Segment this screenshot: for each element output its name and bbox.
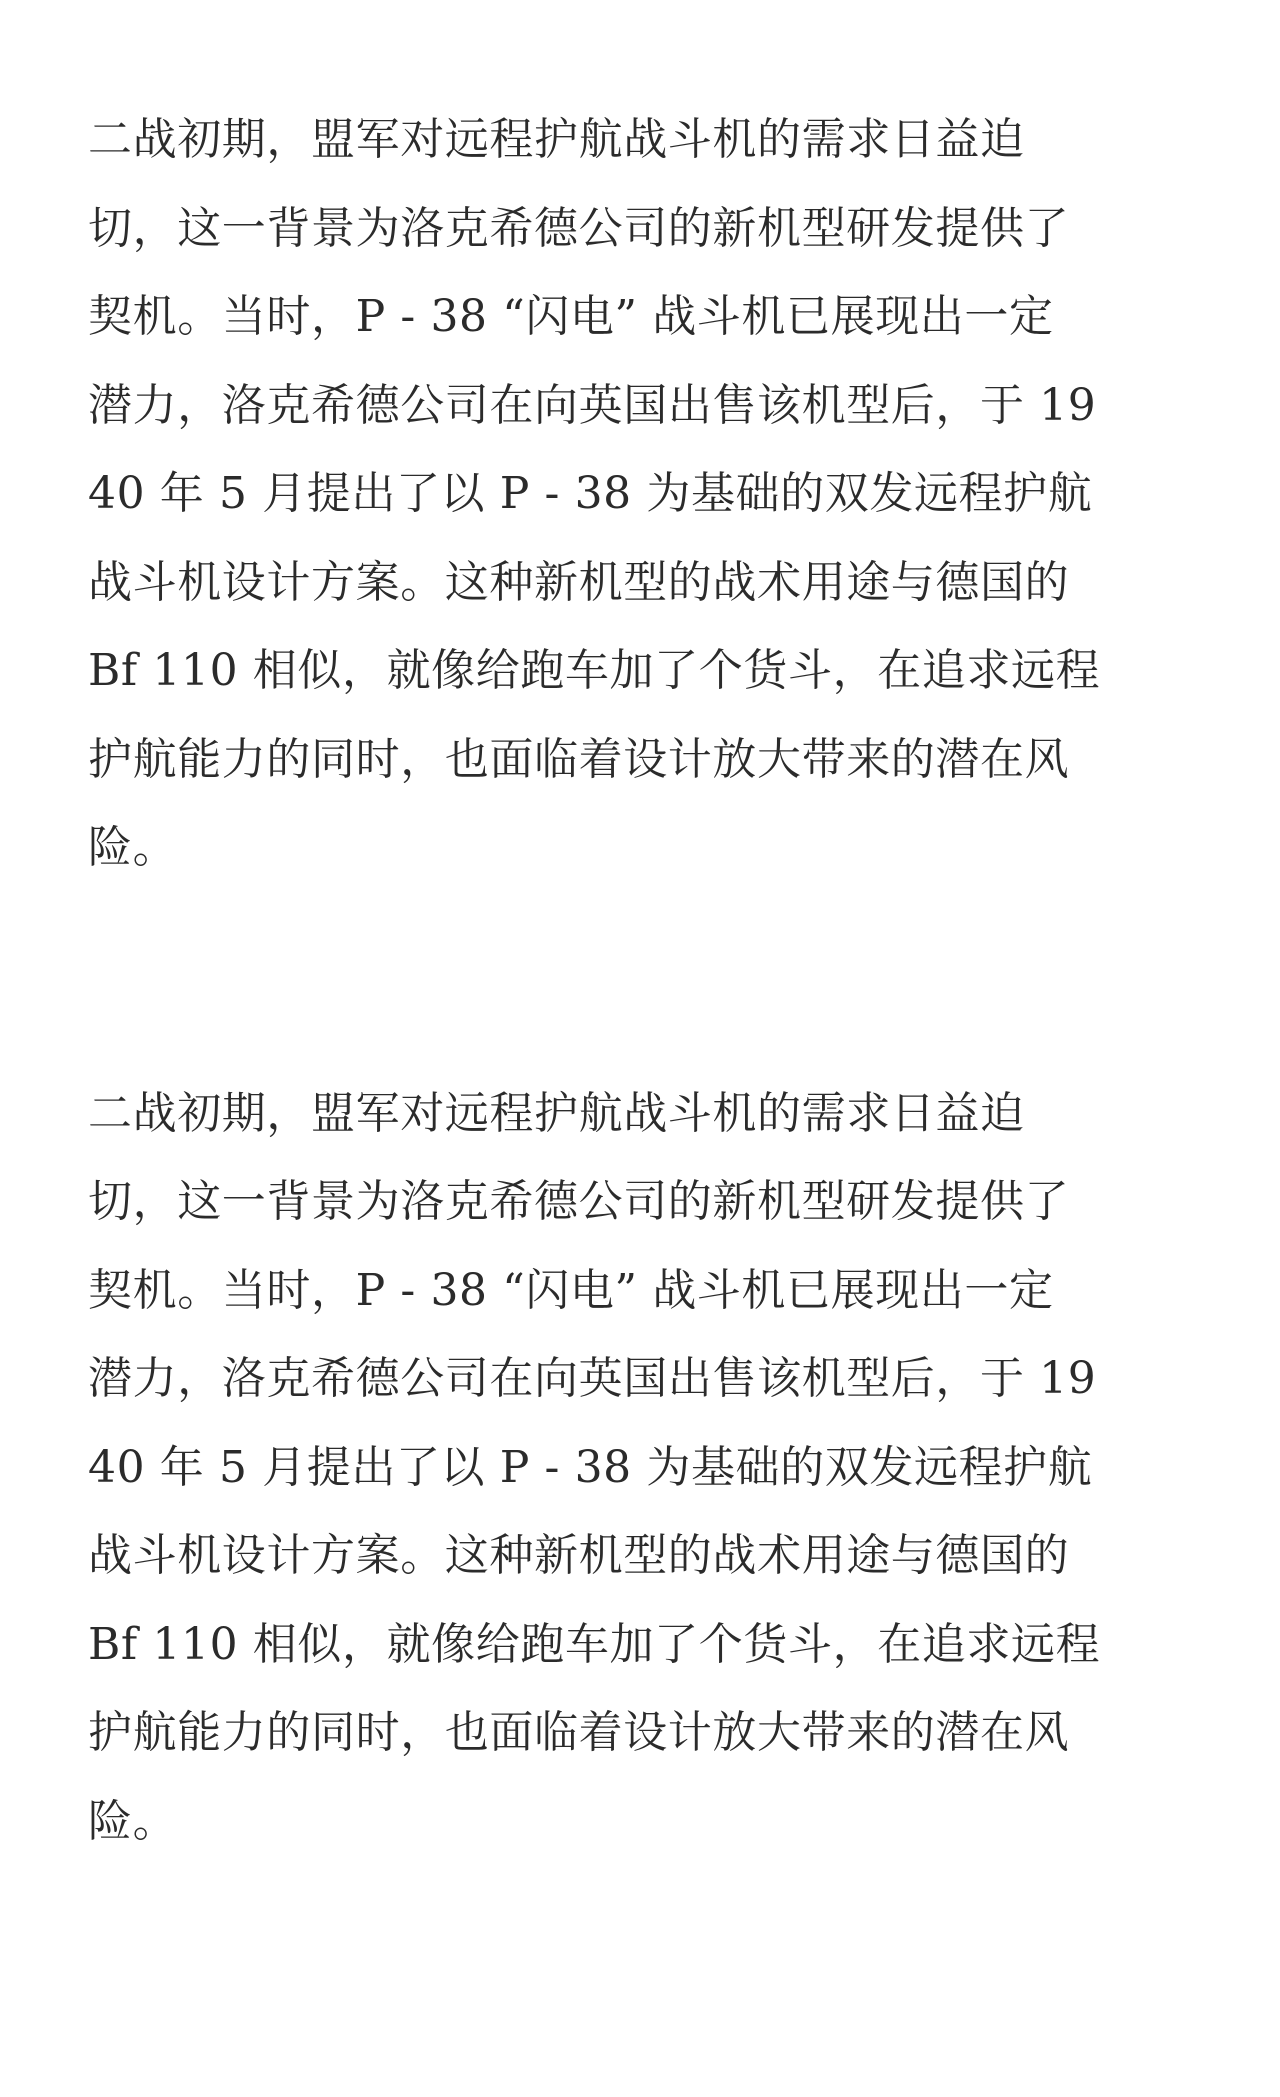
paragraph-line: 战斗机设计方案。这种新机型的战术用途与德国的 <box>88 556 1070 608</box>
paragraph-line: Bf 110 相似，就像给跑车加了个货斗，在追求远程 <box>88 645 1101 696</box>
paragraph-line: 切，这一背景为洛克希德公司的新机型研发提供了 <box>88 1176 1070 1227</box>
article-body <box>88 96 1192 1866</box>
paragraph-line: 险。 <box>88 822 178 873</box>
paragraph-line: 潜力，洛克希德公司在向英国出售该机型后，于 19 <box>88 1353 1097 1404</box>
paragraph-line: 40 年 5 月提出了以 P - 38 为基础的双发远程护航 <box>88 468 1093 519</box>
paragraph-line: 护航能力的同时，也面临着设计放大带来的潜在风 <box>88 1707 1070 1758</box>
paragraph-line: Bf 110 相似，就像给跑车加了个货斗，在追求远程 <box>88 1618 1101 1670</box>
paragraph-1 <box>88 96 1192 893</box>
paragraph-line: 切，这一背景为洛克希德公司的新机型研发提供了 <box>88 202 1070 254</box>
paragraph-line: 战斗机设计方案。这种新机型的战术用途与德国的 <box>88 1530 1070 1581</box>
paragraph-line: 护航能力的同时，也面临着设计放大带来的潜在风 <box>88 733 1070 785</box>
paragraph-2 <box>88 1070 1192 1867</box>
paragraph-line: 险。 <box>88 1795 178 1847</box>
paragraph-line: 潜力，洛克希德公司在向英国出售该机型后，于 19 <box>88 379 1097 431</box>
paragraph-line: 40 年 5 月提出了以 P - 38 为基础的双发远程护航 <box>88 1441 1093 1493</box>
paragraph-line: 契机。当时，P - 38 “闪电” 战斗机已展现出一定 <box>88 1264 1054 1316</box>
paragraph-line: 契机。当时，P - 38 “闪电” 战斗机已展现出一定 <box>88 291 1054 342</box>
paragraph-line: 二战初期，盟军对远程护航战斗机的需求日益迫 <box>88 114 1025 165</box>
paragraph-line: 二战初期，盟军对远程护航战斗机的需求日益迫 <box>88 1087 1025 1139</box>
